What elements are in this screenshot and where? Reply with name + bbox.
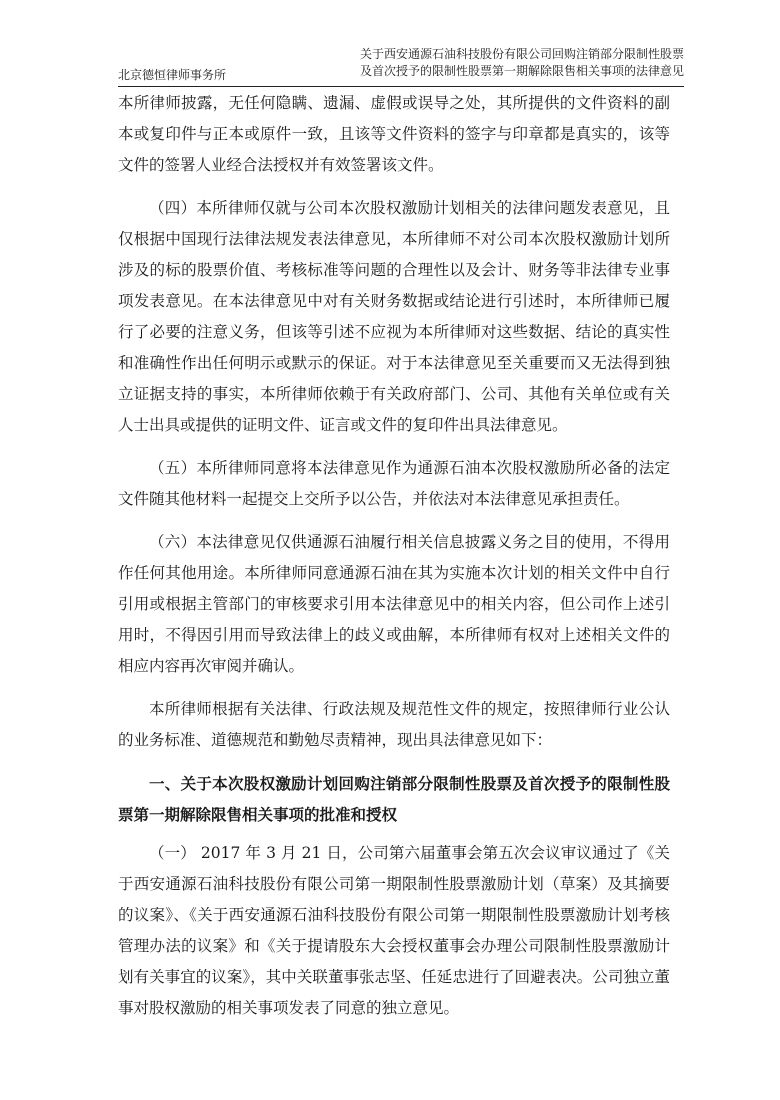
section-heading: 一、关于本次股权激励计划回购注销部分限制性股票及首次授予的限制性股票第一期解除限售相关事项的批准和授权: [118, 774, 670, 824]
document-title: [354, 46, 684, 80]
paragraph-5: （五）本所律师同意将本法律意见作为通源石油本次股权激励所必备的法定文件随其他材料一起提交上交所予以公告，并依法对本法律意见承担责任。: [118, 459, 670, 508]
paragraph-1-approval: （一） 2017 年 3 月 21 日，公司第六届董事会第五次会议审议通过了《关于西安通源石油科技股份有限公司第一期限制性股票激励计划（草案）及其摘要的议案》、《关于西安通源石油科技股份有限公司第一期限制性股票激励计划考核管理办法的议案》和《关于提请股东大会授权董事会办理公司限制性股票激励计划有关事宜的议案》，其中关联董事张志坚、任延忠进行了回避表决。公司独立董事对股权激励的相关事项发表了同意的独立意见。: [118, 844, 670, 1017]
document-body: [118, 88, 670, 1036]
document-title-line-1: 关于西安通源石油科技股份有限公司回购注销部分限制性股票: [359, 47, 684, 61]
document-title-line-2: 及首次授予的限制性股票第一期解除限售相关事项的法律意见: [359, 64, 684, 78]
paragraph-6: （六）本法律意见仅供通源石油履行相关信息披露义务之目的使用，不得用作任何其他用途。本所律师同意通源石油在其为实施本次计划的相关文件中自行引用或根据主管部门的审核要求引用本法律意见中的相关内容，但公司作上述引用时，不得因引用而导致法律上的歧义或曲解，本所律师有权对上述相关文件的相应内容再次审阅并确认。: [118, 533, 670, 675]
paragraph-continued: 本所律师披露，无任何隐瞒、遗漏、虚假或误导之处，其所提供的文件资料的副本或复印件与正本或原件一致，且该等文件资料的签字与印章都是真实的，该等文件的签署人业经合法授权并有效签署该文件。: [118, 94, 670, 174]
paragraph-intro: 本所律师根据有关法律、行政法规及规范性文件的规定，按照律师行业公认的业务标准、道德规范和勤勉尽责精神，现出具法律意见如下：: [118, 700, 670, 749]
firm-name: 北京德恒律师事务所: [118, 68, 227, 82]
page-header: [118, 46, 684, 87]
paragraph-4: （四）本所律师仅就与公司本次股权激励计划相关的法律问题发表意见，且仅根据中国现行法律法规发表法律意见，本所律师不对公司本次股权激励计划所涉及的标的股票价值、考核标准等问题的合理性以及会计、财务等非法律专业事项发表意见。在本法律意见中对有关财务数据或结论进行引述时，本所律师已履行了必要的注意义务，但该等引述不应视为本所律师对这些数据、结论的真实性和准确性作出任何明示或默示的保证。对于本法律意见至关重要而又无法得到独立证据支持的事实，本所律师依赖于有关政府部门、公司、其他有关单位或有关人士出具或提供的证明文件、证言或文件的复印件出具法律意见。: [118, 199, 670, 434]
